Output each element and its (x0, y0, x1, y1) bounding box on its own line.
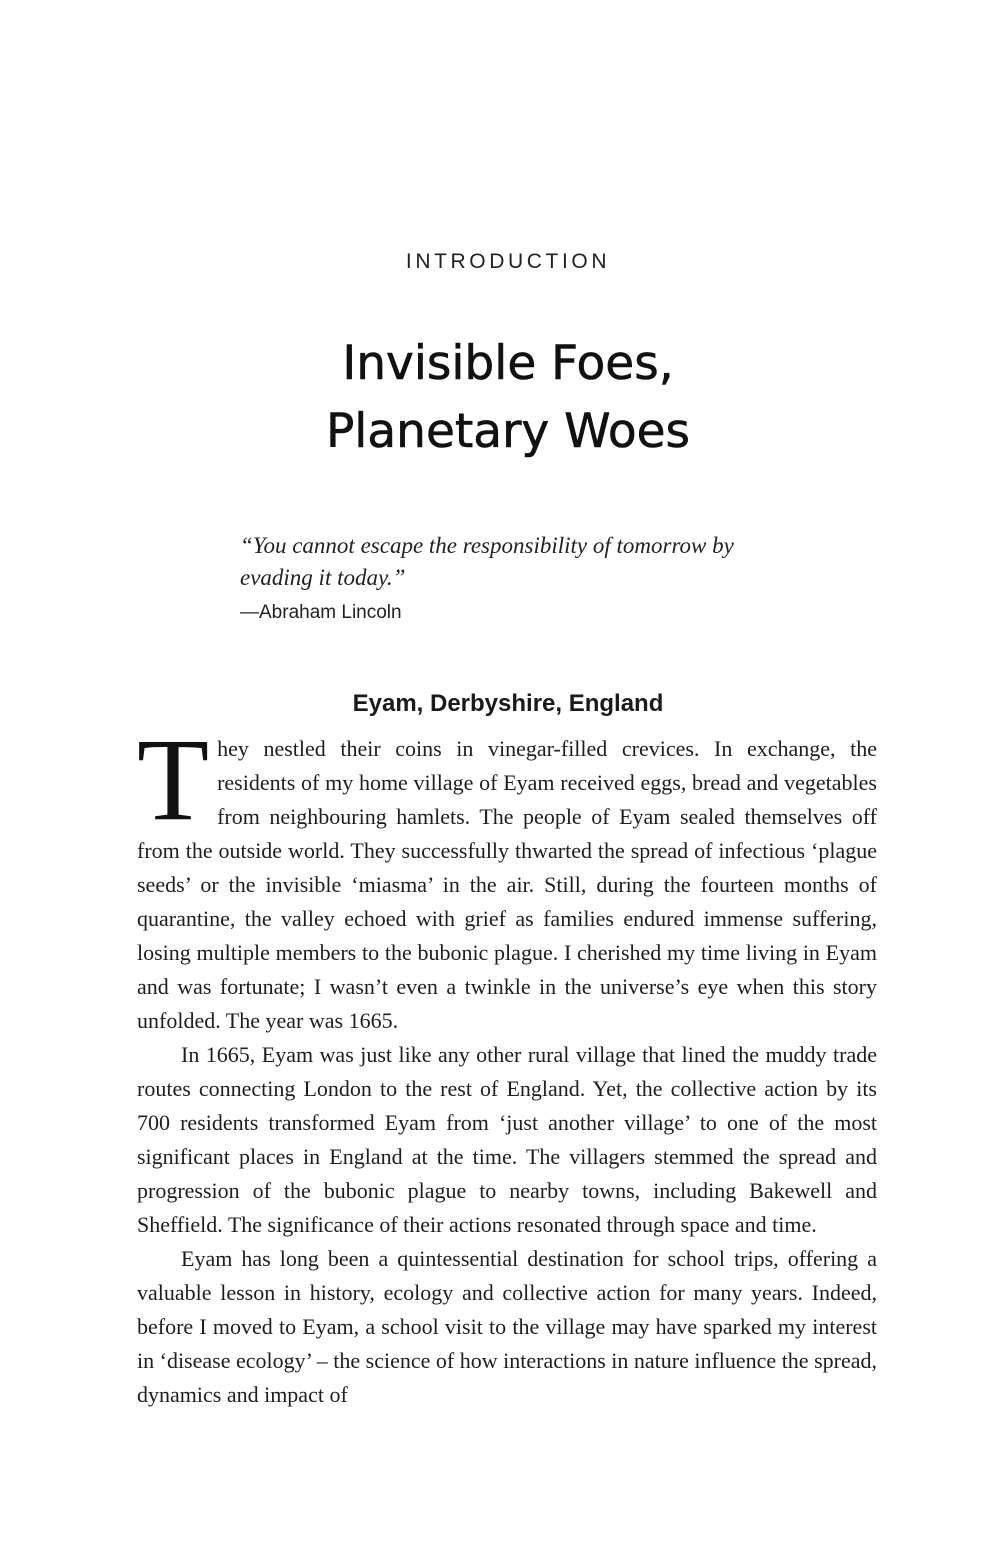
paragraph-2: In 1665, Eyam was just like any other rural village that lined the muddy trade routes connecting London to the rest of England. Yet, the collective action by its 700 residents transformed Eyam from ‘just another village’ to one of the most significant places in England at the time. The villagers stemmed the spread and progression of the bubonic plague to nearby towns, including Bakewell and Sheffield. The significance of their actions resonated through space and time. (137, 1042, 877, 1237)
epigraph-attribution: —Abraham Lincoln (240, 602, 402, 623)
chapter-title-line-1: Invisible Foes, (342, 336, 674, 391)
section-heading: Eyam, Derbyshire, England (352, 690, 664, 717)
chapter-label: INTRODUCTION (405, 250, 611, 273)
drop-cap: T (137, 714, 210, 845)
epigraph (240, 530, 860, 628)
paragraph-1-text: hey nestled their coins in vinegar-filled crevices. In exchange, the residents of my home village of Eyam received eggs, bread and vegetables from neighbouring hamlets. The people of Eyam sealed themselves off from the outside world. They successfully thwarted the spread of infectious ‘plague seeds’ or the invisible ‘miasma’ in the air. Still, during the fourteen months of quarantine, the valley echoed with grief as families endured immense suffering, losing multiple members to the bubonic plague. I cherished my time living in Eyam and was fortunate; I wasn’t even a twinkle in the universe’s eye when this story unfolded. The year was 1665. (137, 736, 877, 1033)
paragraph-1 (137, 714, 877, 1038)
paragraph-3: Eyam has long been a quintessential destination for school trips, offering a valuable lesson in history, ecology and collective action for many years. Indeed, before I moved to Eyam, a school visit to the village may have sparked my interest in ‘disease ecology’ – the science of how interactions in nature influence the spread, dynamics and impact of (137, 1246, 877, 1407)
chapter-title (0, 330, 1000, 466)
body-text (137, 714, 877, 1412)
chapter-title-line-2: Planetary Woes (325, 404, 691, 459)
epigraph-quote: “You cannot escape the responsibility of tomorrow by evading it today.” (240, 533, 734, 590)
